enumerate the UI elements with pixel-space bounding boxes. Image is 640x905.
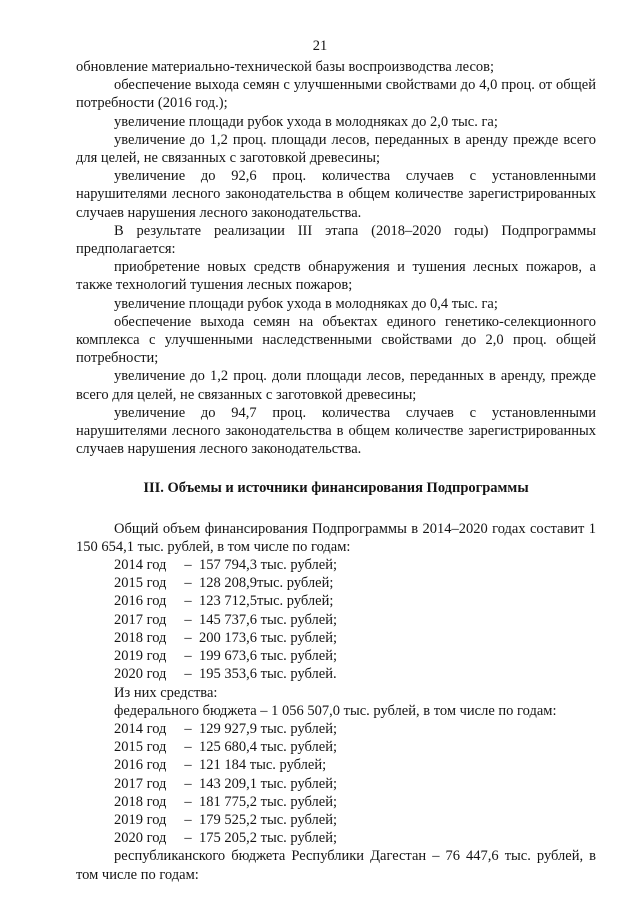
- page-number: 21: [312, 38, 328, 54]
- year-label: 2019 год: [114, 811, 167, 828]
- stage3-item: обеспечение выхода семян на объектах единого генетико-селекционного комплекса с улучшенными наследственными свойствами до 2,0 проц. общей потребности;: [76, 313, 596, 367]
- year-label: 2020 год: [114, 666, 167, 683]
- federal-by-year-list: [76, 720, 596, 847]
- year-label: 2018 год: [114, 793, 167, 810]
- amount: 145 737,6 тыс. рублей;: [199, 611, 337, 628]
- amount: 143 209,1 тыс. рублей;: [199, 775, 337, 792]
- amount: 195 353,6 тыс. рублей.: [199, 666, 337, 683]
- dash: –: [184, 629, 192, 646]
- federal-year-row: [76, 811, 596, 829]
- dash: –: [184, 793, 192, 810]
- year-label: 2018 год: [114, 629, 167, 646]
- stage3-item: увеличение площади рубок ухода в молодняках до 0,4 тыс. га;: [114, 295, 498, 312]
- year-label: 2016 год: [114, 593, 167, 610]
- total-year-row: [76, 556, 596, 574]
- federal-year-row: [76, 793, 596, 811]
- dash: –: [184, 830, 192, 847]
- dash: –: [184, 611, 192, 628]
- stage2-item: обеспечение выхода семян с улучшенными свойствами до 4,0 проц. от общей потребности (2016 год.);: [76, 77, 596, 112]
- stage3-intro: В результате реализации III этапа (2018–2020 годы) Подпрограммы предполагается:: [76, 222, 596, 258]
- total-year-row: [76, 592, 596, 610]
- dash: –: [184, 557, 192, 574]
- amount: 125 680,4 тыс. рублей;: [199, 739, 337, 756]
- total-year-row: [76, 629, 596, 647]
- section-heading: III. Объемы и источники финансирования Подпрограммы: [143, 480, 529, 497]
- total-year-row: [76, 611, 596, 629]
- dash: –: [184, 775, 192, 792]
- federal-year-row: [76, 829, 596, 847]
- of-them-text: Из них средства:: [114, 684, 218, 701]
- dash: –: [184, 739, 192, 756]
- year-label: 2015 год: [114, 739, 167, 756]
- year-label: 2015 год: [114, 575, 167, 592]
- total-by-year-list: [76, 556, 596, 683]
- year-label: 2014 год: [114, 720, 167, 737]
- stage2-item: увеличение до 1,2 проц. площади лесов, переданных в аренду прежде всего для целей, не связанных с заготовкой древесины;: [76, 131, 596, 167]
- year-label: 2016 год: [114, 757, 167, 774]
- amount: 129 927,9 тыс. рублей;: [199, 720, 337, 737]
- stage2-item: увеличение до 92,6 проц. количества случаев с установленными нарушителями лесного законодательства в общем количестве зарегистрированных случаев нарушения лесного законодательства.: [76, 168, 596, 221]
- dash: –: [184, 648, 192, 665]
- stage2-item: увеличение площади рубок ухода в молодняках до 2,0 тыс. га;: [114, 113, 498, 130]
- federal-budget-text: федерального бюджета – 1 056 507,0 тыс. рублей, в том числе по годам:: [114, 702, 557, 719]
- year-label: 2017 год: [114, 775, 167, 792]
- amount: 128 208,9тыс. рублей;: [199, 575, 334, 592]
- republic-budget-text: республиканского бюджета Республики Дагестан – 76 447,6 тыс. рублей, в том числе по годам:: [76, 848, 596, 883]
- total-year-row: [76, 665, 596, 683]
- amount: 175 205,2 тыс. рублей;: [199, 830, 337, 847]
- amount: 121 184 тыс. рублей;: [199, 757, 327, 774]
- amount: 179 525,2 тыс. рублей;: [199, 811, 337, 828]
- stage3-item: увеличение до 1,2 проц. доли площади лесов, переданных в аренду, прежде всего для целей, не связанных с заготовкой древесины;: [76, 368, 596, 403]
- total-year-row: [76, 574, 596, 592]
- dash: –: [184, 593, 192, 610]
- amount: 200 173,6 тыс. рублей;: [199, 629, 337, 646]
- total-year-row: [76, 647, 596, 665]
- dash: –: [184, 666, 192, 683]
- amount: 157 794,3 тыс. рублей;: [199, 557, 337, 574]
- dash: –: [184, 720, 192, 737]
- amount: 181 775,2 тыс. рублей;: [199, 793, 337, 810]
- stage2-item: обновление материально-технической базы воспроизводства лесов;: [76, 59, 495, 75]
- stage3-item: увеличение до 94,7 проц. количества случаев с установленными нарушителями лесного законодательства в общем количестве зарегистрированных случаев нарушения лесного законодательства.: [76, 404, 596, 458]
- amount: 123 712,5тыс. рублей;: [199, 593, 334, 610]
- federal-year-row: [76, 720, 596, 738]
- stage3-item: приобретение новых средств обнаружения и тушения лесных пожаров, а также технологий тушения лесных пожаров;: [76, 259, 596, 294]
- federal-year-row: [76, 738, 596, 756]
- dash: –: [184, 757, 192, 774]
- year-label: 2017 год: [114, 611, 167, 628]
- dash: –: [184, 811, 192, 828]
- dash: –: [184, 575, 192, 592]
- amount: 199 673,6 тыс. рублей;: [199, 648, 337, 665]
- federal-year-row: [76, 756, 596, 774]
- federal-year-row: [76, 775, 596, 793]
- year-label: 2014 год: [114, 557, 167, 574]
- total-financing-text: Общий объем финансирования Подпрограммы в 2014–2020 годах составит 1 150 654,1 тыс. рублей, в том числе по годам:: [76, 520, 596, 555]
- year-label: 2019 год: [114, 648, 167, 665]
- year-label: 2020 год: [114, 830, 167, 847]
- document-body: [76, 58, 596, 884]
